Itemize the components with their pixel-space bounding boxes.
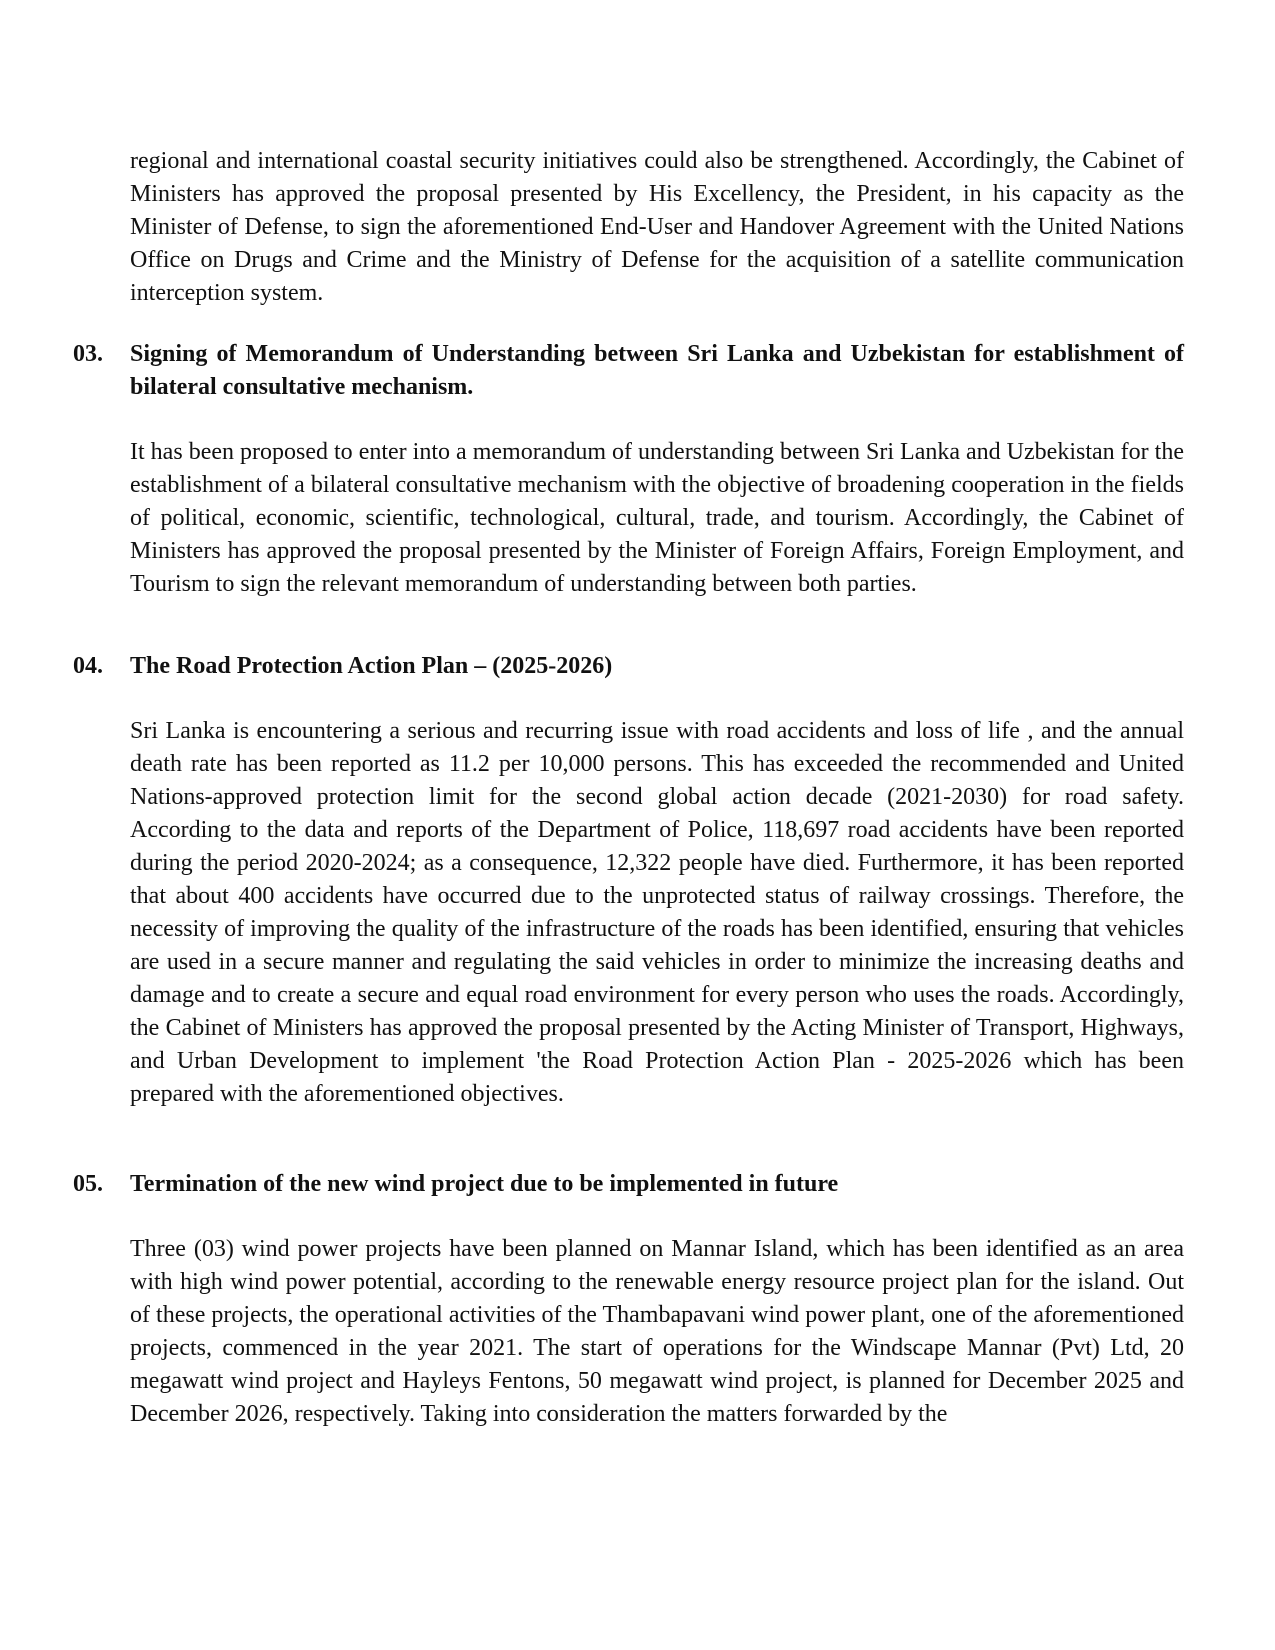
section-heading-03: [73, 338, 1184, 404]
section-body-05: Three (03) wind power projects have been planned on Mannar Island, which has been identified as an area with high wind power potential, according to the renewable energy resource project plan for the island. Out of these projects, the operational activities of the Thambapavani wind power plant, one of the aforementioned projects, commenced in the year 2021. The start of operations for the Windscape Mannar (Pvt) Ltd, 20 megawatt wind project and Hayleys Fentons, 50 megawatt wind project, is planned for December 2025 and December 2026, respectively. Taking into consideration the matters forwarded by the: [130, 1236, 1184, 1427]
section-title: The Road Protection Action Plan – (2025-2026): [130, 653, 613, 679]
section-title: Termination of the new wind project due to be implemented in future: [130, 1171, 839, 1197]
intro-paragraph: regional and international coastal security initiatives could also be strengthened. Accordingly, the Cabinet of Ministers has approved the proposal presented by His Excellency, the President, in his capacity as the Minister of Defense, to sign the aforementioned End-User and Handover Agreement with the United Nations Office on Drugs and Crime and the Ministry of Defense for the acquisition of a satellite communication interception system.: [130, 148, 1184, 306]
section-number: 03.: [73, 341, 103, 367]
section-heading-05: [73, 1168, 1184, 1201]
section-number: 04.: [73, 653, 103, 679]
section-body-03: It has been proposed to enter into a memorandum of understanding between Sri Lanka and Uzbekistan for the establishment of a bilateral consultative mechanism with the objective of broadening cooperation in the fields of political, economic, scientific, technological, cultural, trade, and tourism. Accordingly, the Cabinet of Ministers has approved the proposal presented by the Minister of Foreign Affairs, Foreign Employment, and Tourism to sign the relevant memorandum of understanding between both parties.: [130, 439, 1184, 597]
section-body-04: Sri Lanka is encountering a serious and recurring issue with road accidents and loss of life , and the annual death rate has been reported as 11.2 per 10,000 persons. This has exceeded the recommended and United Nations-approved protection limit for the second global action decade (2021-2030) for road safety. According to the data and reports of the Department of Police, 118,697 road accidents have been reported during the period 2020-2024; as a consequence, 12,322 people have died. Furthermore, it has been reported that about 400 accidents have occurred due to the unprotected status of railway crossings. Therefore, the necessity of improving the quality of the infrastructure of the roads has been identified, ensuring that vehicles are used in a secure manner and regulating the said vehicles in order to minimize the increasing deaths and damage and to create a secure and equal road environment for every person who uses the roads. Accordingly, the Cabinet of Ministers has approved the proposal presented by the Acting Minister of Transport, Highways, and Urban Development to implement 'the Road Protection Action Plan - 2025-2026 which has been prepared with the aforementioned objectives.: [130, 718, 1184, 1107]
section-number: 05.: [73, 1171, 103, 1197]
section-title: Signing of Memorandum of Understanding between Sri Lanka and Uzbekistan for establishment of bilateral consultative mechanism.: [130, 341, 1184, 400]
section-heading-04: [73, 650, 1184, 683]
